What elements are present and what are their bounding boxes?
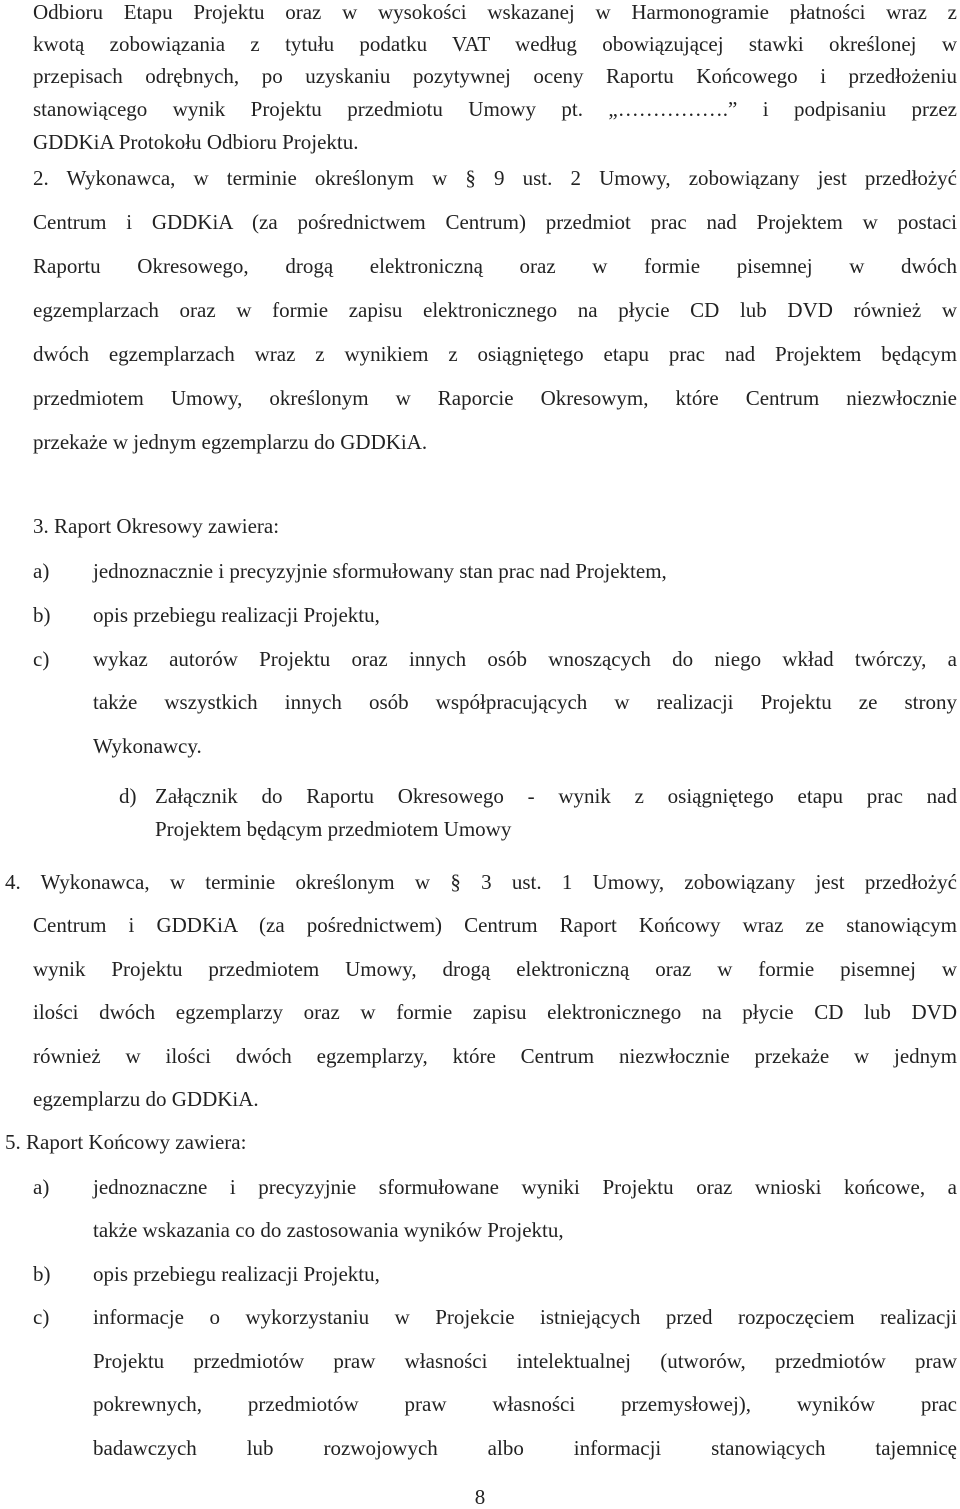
text-line: Projektu przedmiotów praw własności intelektualnej (utworów, przedmiotów praw: [93, 1349, 957, 1373]
text-line: jednoznaczne i precyzyjnie sformułowane wyniki Projektu oraz wnioski końcowe, a: [93, 1175, 957, 1199]
text-line: Odbioru Etapu Projektu oraz w wysokości wskazanej w Harmonogramie płatności wraz z: [33, 0, 957, 24]
text-line: przepisach odrębnych, po uzyskaniu pozytywnej oceny Raportu Końcowego i przedłożeniu: [33, 64, 957, 88]
text-line: również w ilości dwóch egzemplarzy, które Centrum niezwłocznie przekaże w jednym: [33, 1044, 957, 1068]
text-line: egzemplarzach oraz w formie zapisu elektronicznego na płycie CD lub DVD również w: [33, 298, 957, 322]
text-line: b): [33, 1262, 51, 1286]
text-line: Załącznik do Raportu Okresowego - wynik z osiągniętego etapu prac nad: [155, 784, 957, 808]
text-line: a): [33, 1175, 50, 1199]
text-line: jednoznacznie i precyzyjnie sformułowany stan prac nad Projektem,: [93, 559, 667, 583]
text-line: także wszystkich innych osób współpracujących w realizacji Projektu ze strony: [93, 690, 957, 714]
text-line: przekaże w jednym egzemplarzu do GDDKiA.: [33, 430, 428, 454]
text-line: Wykonawcy.: [93, 734, 202, 758]
text-line: 5. Raport Końcowy zawiera:: [5, 1130, 247, 1154]
text-line: przedmiotem Umowy, określonym w Raporcie Okresowym, które Centrum niezwłocznie: [33, 386, 957, 410]
text-line: a): [33, 559, 50, 583]
text-line: opis przebiegu realizacji Projektu,: [93, 603, 380, 627]
text-line: d): [119, 784, 137, 808]
text-line: wynik Projektu przedmiotem Umowy, drogą elektroniczną oraz w formie pisemnej w: [33, 957, 957, 981]
page-number: 8: [474, 1485, 486, 1509]
text-line: pokrewnych, przedmiotów praw własności przemysłowej), wyników prac: [93, 1392, 957, 1416]
text-line: Centrum i GDDKiA (za pośrednictwem) Centrum Raport Końcowy wraz ze stanowiącym: [33, 913, 957, 937]
text-line: 3. Raport Okresowy zawiera:: [33, 514, 280, 538]
text-line: c): [33, 647, 50, 671]
text-line: Raportu Okresowego, drogą elektroniczną oraz w formie pisemnej w dwóch: [33, 254, 957, 278]
text-line: b): [33, 603, 51, 627]
text-line: 4. Wykonawca, w terminie określonym w § 3 ust. 1 Umowy, zobowiązany jest przedłożyć: [5, 870, 957, 894]
text-line: stanowiącego wynik Projektu przedmiotu Umowy pt. „…………….” i podpisaniu przez: [33, 97, 957, 121]
text-line: GDDKiA Protokołu Odbioru Projektu.: [33, 130, 359, 154]
text-line: Centrum i GDDKiA (za pośrednictwem Centrum) przedmiot prac nad Projektem w postaci: [33, 210, 957, 234]
text-line: c): [33, 1305, 50, 1329]
text-line: wykaz autorów Projektu oraz innych osób wnoszących do niego wkład twórczy, a: [93, 647, 957, 671]
text-line: dwóch egzemplarzach wraz z wynikiem z osiągniętego etapu prac nad Projektem będącym: [33, 342, 957, 366]
text-line: opis przebiegu realizacji Projektu,: [93, 1262, 380, 1286]
text-line: ilości dwóch egzemplarzy oraz w formie zapisu elektronicznego na płycie CD lub DVD: [33, 1000, 957, 1024]
text-line: kwotą zobowiązania z tytułu podatku VAT według obowiązującej stawki określonej w: [33, 32, 957, 56]
text-line: Projektem będącym przedmiotem Umowy: [155, 817, 512, 841]
text-line: badawczych lub rozwojowych albo informacji stanowiących tajemnicę: [93, 1436, 957, 1460]
text-line: egzemplarzu do GDDKiA.: [33, 1087, 259, 1111]
text-line: także wskazania co do zastosowania wyników Projektu,: [93, 1218, 564, 1242]
text-line: 2. Wykonawca, w terminie określonym w § 9 ust. 2 Umowy, zobowiązany jest przedłożyć: [33, 166, 957, 190]
text-line: informacje o wykorzystaniu w Projekcie istniejących przed rozpoczęciem realizacji: [93, 1305, 957, 1329]
